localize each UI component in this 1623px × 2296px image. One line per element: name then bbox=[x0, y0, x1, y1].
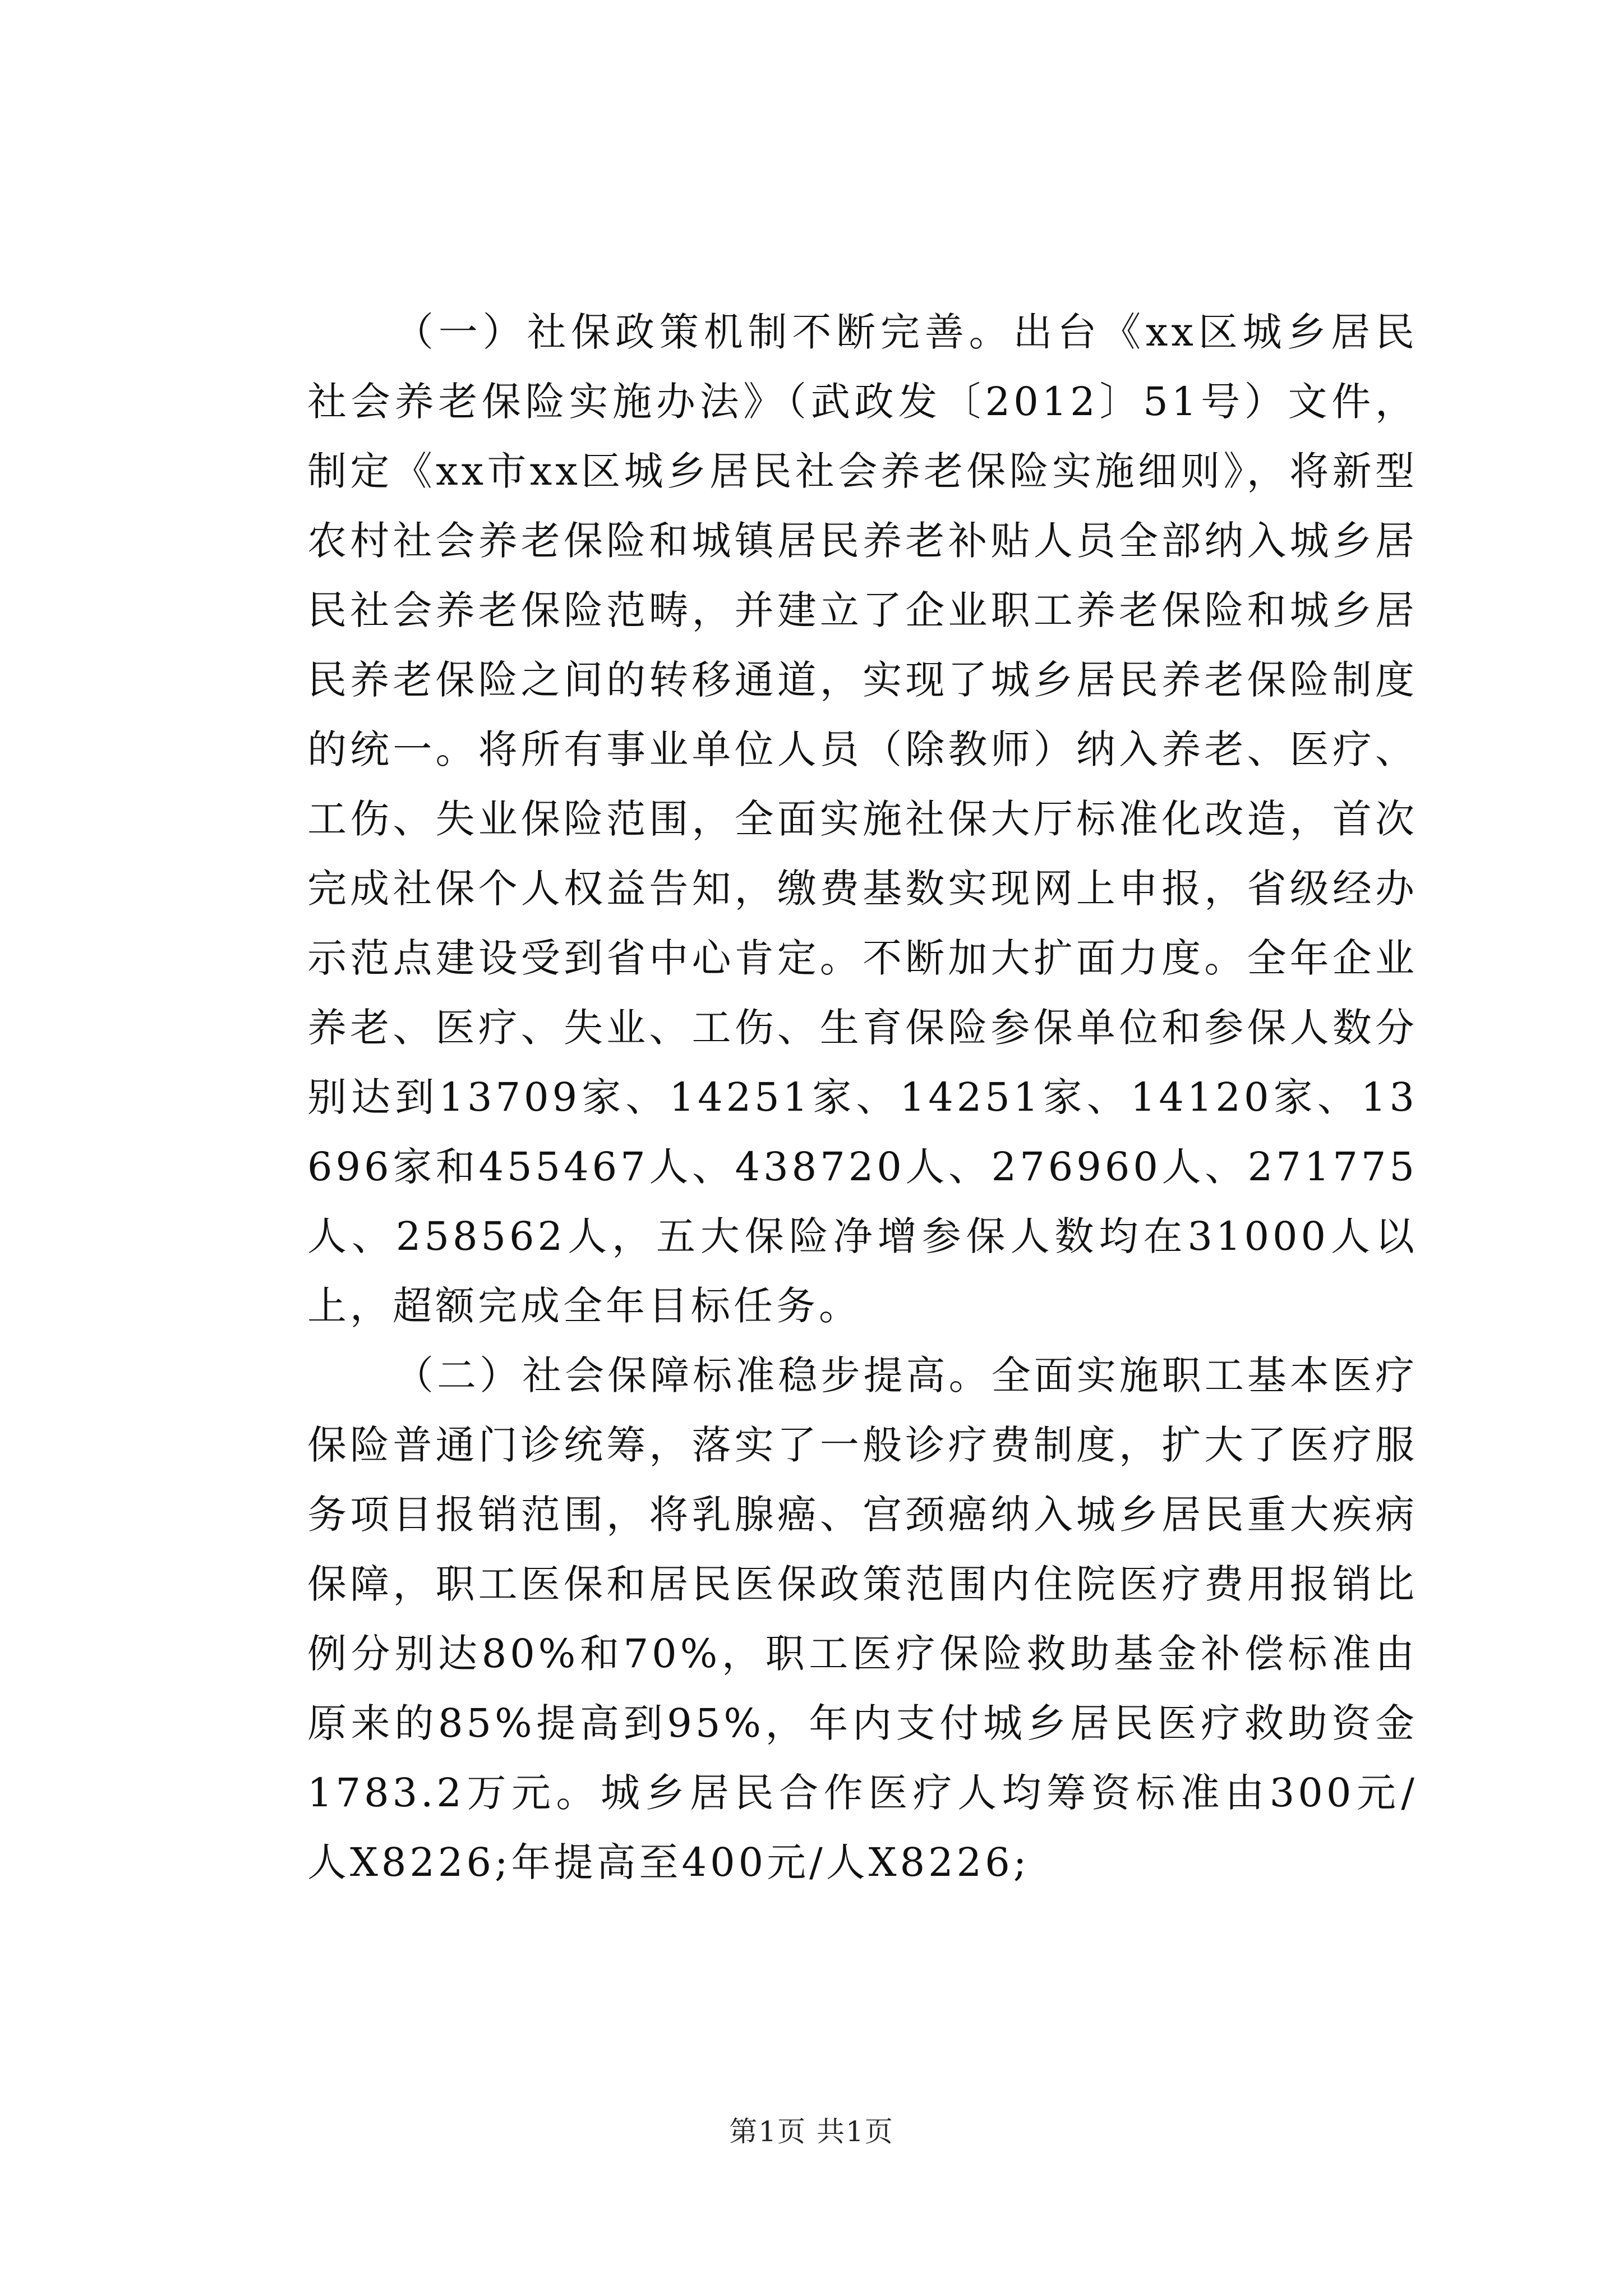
page-footer: 第1页 共1页 bbox=[729, 2115, 894, 2148]
paragraph-1: （一）社保政策机制不断完善。出台《xx区城乡居民社会养老保险实施办法》（武政发〔2012〕51号）文件，制定《xx市xx区城乡居民社会养老保险实施细则》，将新型农村社会养老保险和城镇居民养老补贴人员全部纳入城乡居民社会养老保险范畴，并建立了企业职工养老保险和城乡居民养老保险之间的转移通道，实现了城乡居民养老保险制度的统一。将所有事业单位人员（除教师）纳入养老、医疗、工伤、失业保险范围，全面实施社保大厅标准化改造，首次完成社保个人权益告知，缴费基数实现网上申报，省级经办示范点建设受到省中心肯定。不断加大扩面力度。全年企业养老、医疗、失业、工伤、生育保险参保单位和参保人数分别达到13709家、14251家、14251家、14120家、13696家和455467人、438720人、276960人、271775人、258562人，五大保险净增参保人数均在31000人以上，超额完成全年目标任务。 bbox=[307, 309, 1418, 1329]
paragraph-2: （二）社会保障标准稳步提高。全面实施职工基本医疗保险普通门诊统筹，落实了一般诊疗费制度，扩大了医疗服务项目报销范围，将乳腺癌、宫颈癌纳入城乡居民重大疾病保障，职工医保和居民医保政策范围内住院医疗费用报销比例分别达80%和70%，职工医疗保险救助基金补偿标准由原来的85%提高到95%，年内支付城乡居民医疗救助资金1783.2万元。城乡居民合作医疗人均筹资标准由300元/人X8226;年提高至400元/人X8226; bbox=[307, 1352, 1418, 1885]
document-body bbox=[307, 297, 1418, 1897]
